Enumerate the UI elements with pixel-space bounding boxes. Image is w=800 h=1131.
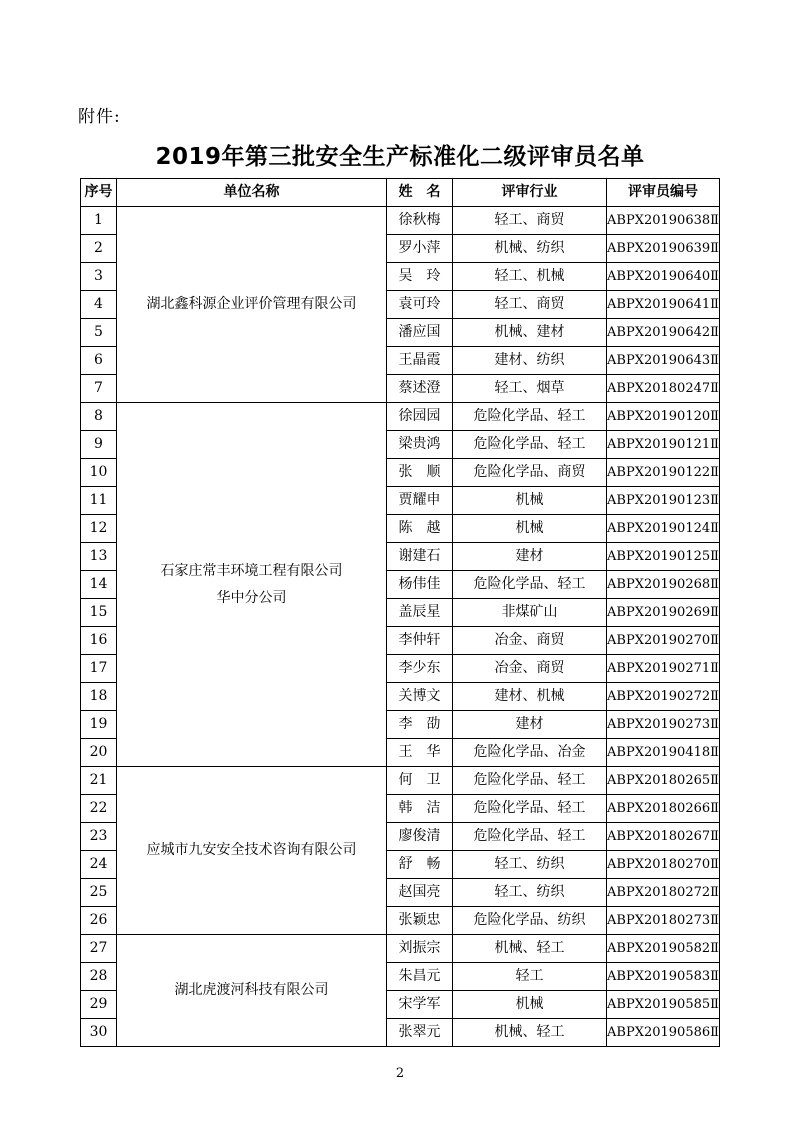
industry-cell: 轻工、纺织: [453, 879, 607, 907]
seq-cell: 20: [81, 739, 117, 767]
seq-cell: 13: [81, 543, 117, 571]
reviewer-code-cell: ABPX20190122Ⅱ: [607, 459, 720, 487]
industry-cell: 轻工: [453, 963, 607, 991]
table-row: [81, 935, 720, 963]
reviewer-code-cell: ABPX20190585Ⅱ: [607, 991, 720, 1019]
reviewer-code-cell: ABPX20190643Ⅱ: [607, 347, 720, 375]
industry-cell: 危险化学品、轻工: [453, 767, 607, 795]
industry-cell: 轻工、烟草: [453, 375, 607, 403]
table-row: [81, 403, 720, 431]
reviewer-name-cell: 梁贵鸿: [387, 431, 453, 459]
seq-cell: 24: [81, 851, 117, 879]
seq-cell: 27: [81, 935, 117, 963]
reviewer-code-cell: ABPX20190638Ⅱ: [607, 207, 720, 235]
industry-cell: 危险化学品、纺织: [453, 907, 607, 935]
seq-cell: 9: [81, 431, 117, 459]
page-number: 2: [395, 1066, 405, 1081]
reviewer-code-cell: ABPX20190123Ⅱ: [607, 487, 720, 515]
seq-cell: 16: [81, 627, 117, 655]
reviewer-name-cell: 朱昌元: [387, 963, 453, 991]
reviewer-code-cell: ABPX20180247Ⅱ: [607, 375, 720, 403]
reviewer-code-cell: ABPX20190271Ⅱ: [607, 655, 720, 683]
reviewer-code-cell: ABPX20180265Ⅱ: [607, 767, 720, 795]
reviewer-code-cell: ABPX20190273Ⅱ: [607, 711, 720, 739]
reviewer-name-cell: 李 劭: [387, 711, 453, 739]
seq-cell: 6: [81, 347, 117, 375]
table-row: [81, 207, 720, 235]
reviewer-name-cell: 袁可玲: [387, 291, 453, 319]
table-row: [81, 767, 720, 795]
reviewer-name-cell: 关博文: [387, 683, 453, 711]
industry-cell: 机械: [453, 991, 607, 1019]
industry-cell: 轻工、商贸: [453, 207, 607, 235]
reviewer-name-cell: 罗小萍: [387, 235, 453, 263]
industry-cell: 危险化学品、轻工: [453, 431, 607, 459]
reviewer-name-cell: 徐秋梅: [387, 207, 453, 235]
reviewer-code-cell: ABPX20180267Ⅱ: [607, 823, 720, 851]
seq-cell: 12: [81, 515, 117, 543]
seq-cell: 14: [81, 571, 117, 599]
reviewer-name-cell: 王晶霞: [387, 347, 453, 375]
seq-cell: 1: [81, 207, 117, 235]
reviewer-code-cell: ABPX20190120Ⅱ: [607, 403, 720, 431]
reviewer-name-cell: 潘应国: [387, 319, 453, 347]
seq-cell: 28: [81, 963, 117, 991]
reviewer-code-cell: ABPX20190639Ⅱ: [607, 235, 720, 263]
seq-cell: 19: [81, 711, 117, 739]
table-body: [81, 207, 720, 1047]
reviewer-table: [80, 178, 720, 1047]
reviewer-name-cell: 张翠元: [387, 1019, 453, 1047]
reviewer-name-cell: 宋学军: [387, 991, 453, 1019]
industry-cell: 建材: [453, 543, 607, 571]
reviewer-code-cell: ABPX20190268Ⅱ: [607, 571, 720, 599]
industry-cell: 机械: [453, 515, 607, 543]
industry-cell: 危险化学品、轻工: [453, 823, 607, 851]
reviewer-name-cell: 吴 玲: [387, 263, 453, 291]
industry-cell: 机械、轻工: [453, 1019, 607, 1047]
reviewer-code-cell: ABPX20190124Ⅱ: [607, 515, 720, 543]
industry-cell: 建材: [453, 711, 607, 739]
reviewer-code-cell: ABPX20190418Ⅱ: [607, 739, 720, 767]
seq-cell: 11: [81, 487, 117, 515]
reviewer-code-cell: ABPX20180272Ⅱ: [607, 879, 720, 907]
reviewer-name-cell: 张 顺: [387, 459, 453, 487]
seq-cell: 4: [81, 291, 117, 319]
seq-cell: 17: [81, 655, 117, 683]
seq-cell: 30: [81, 1019, 117, 1047]
reviewer-name-cell: 王 华: [387, 739, 453, 767]
reviewer-name-cell: 韩 洁: [387, 795, 453, 823]
reviewer-code-cell: ABPX20190269Ⅱ: [607, 599, 720, 627]
reviewer-name-cell: 刘振宗: [387, 935, 453, 963]
seq-cell: 21: [81, 767, 117, 795]
seq-cell: 23: [81, 823, 117, 851]
reviewer-code-cell: ABPX20180266Ⅱ: [607, 795, 720, 823]
seq-cell: 25: [81, 879, 117, 907]
unit-name-cell: 湖北鑫科源企业评价管理有限公司: [117, 207, 387, 403]
reviewer-code-cell: ABPX20190641Ⅱ: [607, 291, 720, 319]
industry-cell: 危险化学品、冶金: [453, 739, 607, 767]
reviewer-code-cell: ABPX20190125Ⅱ: [607, 543, 720, 571]
industry-cell: 冶金、商贸: [453, 655, 607, 683]
table-header-row: [81, 179, 720, 207]
industry-cell: 轻工、机械: [453, 263, 607, 291]
seq-cell: 18: [81, 683, 117, 711]
attachment-label: 附件:: [78, 107, 121, 127]
industry-cell: 非煤矿山: [453, 599, 607, 627]
reviewer-code-cell: ABPX20190583Ⅱ: [607, 963, 720, 991]
seq-cell: 3: [81, 263, 117, 291]
reviewer-code-cell: ABPX20180270Ⅱ: [607, 851, 720, 879]
industry-cell: 轻工、商贸: [453, 291, 607, 319]
seq-cell: 7: [81, 375, 117, 403]
reviewer-name-cell: 杨伟佳: [387, 571, 453, 599]
industry-cell: 建材、纺织: [453, 347, 607, 375]
page-title: 2019年第三批安全生产标准化二级评审员名单: [155, 144, 645, 170]
reviewer-code-cell: ABPX20190272Ⅱ: [607, 683, 720, 711]
seq-cell: 15: [81, 599, 117, 627]
reviewer-code-cell: ABPX20190582Ⅱ: [607, 935, 720, 963]
reviewer-code-cell: ABPX20180273Ⅱ: [607, 907, 720, 935]
unit-name-cell: 应城市九安安全技术咨询有限公司: [117, 767, 387, 935]
header-industry: 评审行业: [453, 179, 607, 207]
reviewer-code-cell: ABPX20190642Ⅱ: [607, 319, 720, 347]
reviewer-name-cell: 赵国亮: [387, 879, 453, 907]
industry-cell: 机械: [453, 487, 607, 515]
header-seq: 序号: [81, 179, 117, 207]
industry-cell: 危险化学品、轻工: [453, 571, 607, 599]
header-name: 姓 名: [387, 179, 453, 207]
unit-name-cell: 湖北虎渡河科技有限公司: [117, 935, 387, 1047]
reviewer-name-cell: 何 卫: [387, 767, 453, 795]
industry-cell: 轻工、纺织: [453, 851, 607, 879]
seq-cell: 8: [81, 403, 117, 431]
reviewer-name-cell: 谢建石: [387, 543, 453, 571]
reviewer-name-cell: 舒 畅: [387, 851, 453, 879]
seq-cell: 29: [81, 991, 117, 1019]
reviewer-code-cell: ABPX20190121Ⅱ: [607, 431, 720, 459]
header-code: 评审员编号: [607, 179, 720, 207]
header-unit: 单位名称: [117, 179, 387, 207]
reviewer-code-cell: ABPX20190640Ⅱ: [607, 263, 720, 291]
industry-cell: 危险化学品、商贸: [453, 459, 607, 487]
reviewer-name-cell: 陈 越: [387, 515, 453, 543]
reviewer-name-cell: 盖辰星: [387, 599, 453, 627]
seq-cell: 5: [81, 319, 117, 347]
reviewer-code-cell: ABPX20190586Ⅱ: [607, 1019, 720, 1047]
industry-cell: 冶金、商贸: [453, 627, 607, 655]
seq-cell: 26: [81, 907, 117, 935]
unit-name-cell: 石家庄常丰环境工程有限公司 华中分公司: [117, 403, 387, 767]
seq-cell: 2: [81, 235, 117, 263]
reviewer-name-cell: 廖俊清: [387, 823, 453, 851]
industry-cell: 机械、建材: [453, 319, 607, 347]
seq-cell: 22: [81, 795, 117, 823]
industry-cell: 机械、纺织: [453, 235, 607, 263]
reviewer-name-cell: 李少东: [387, 655, 453, 683]
industry-cell: 危险化学品、轻工: [453, 795, 607, 823]
industry-cell: 建材、机械: [453, 683, 607, 711]
reviewer-name-cell: 蔡述澄: [387, 375, 453, 403]
seq-cell: 10: [81, 459, 117, 487]
reviewer-name-cell: 贾耀申: [387, 487, 453, 515]
reviewer-code-cell: ABPX20190270Ⅱ: [607, 627, 720, 655]
reviewer-name-cell: 徐园园: [387, 403, 453, 431]
industry-cell: 机械、轻工: [453, 935, 607, 963]
reviewer-name-cell: 李仲轩: [387, 627, 453, 655]
reviewer-name-cell: 张颖忠: [387, 907, 453, 935]
industry-cell: 危险化学品、轻工: [453, 403, 607, 431]
